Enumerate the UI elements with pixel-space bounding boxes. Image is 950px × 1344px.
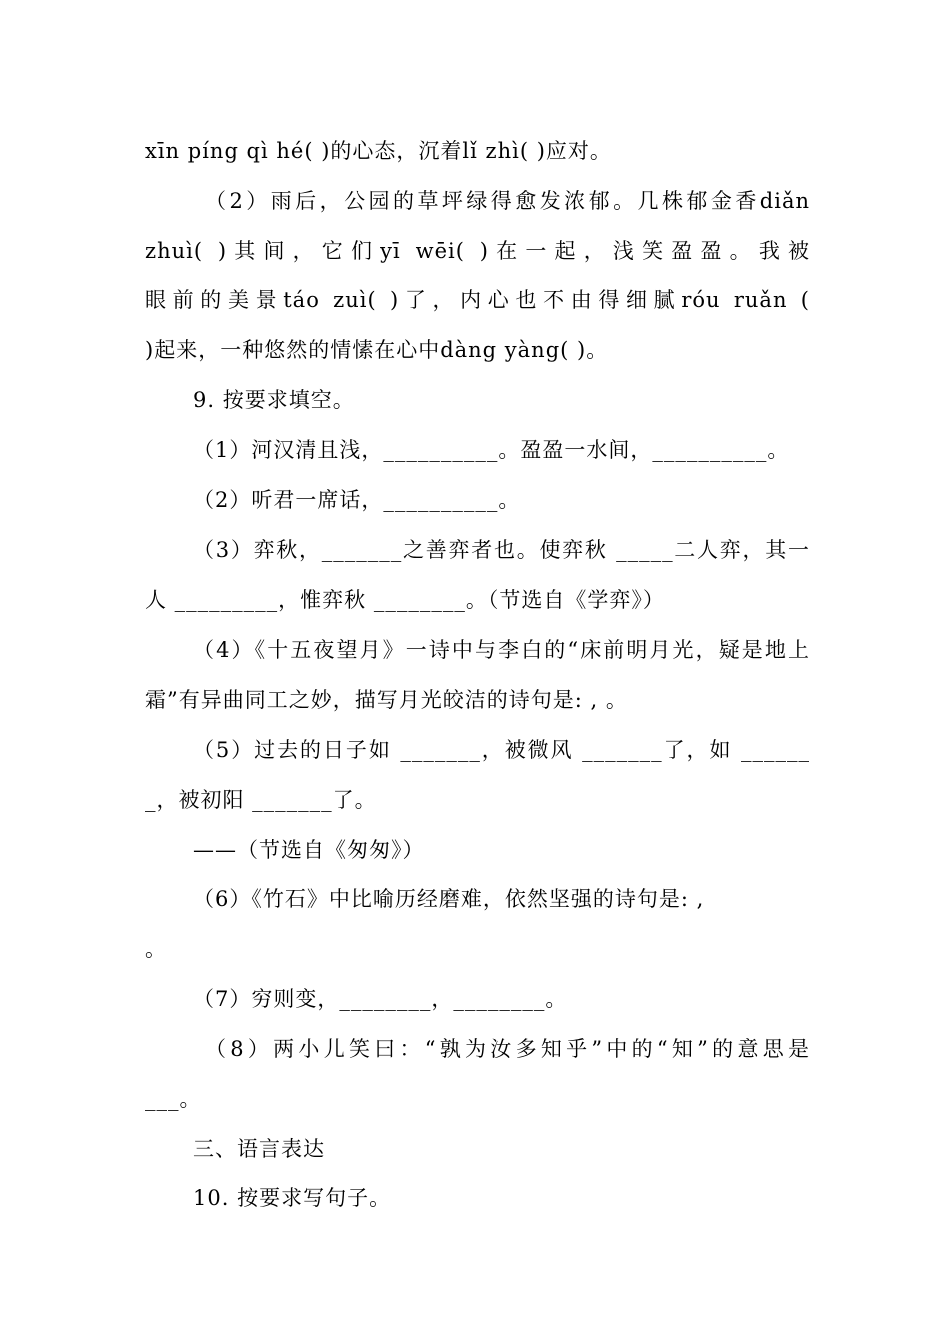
question-9-4-start: （4）《十五夜望月》一诗中与李白的“床前明月光，疑是地上 — [193, 638, 810, 662]
question-9-1: （1）河汉清且浅，__________。盈盈一水间，__________。 — [193, 438, 790, 462]
question-9-7: （7）穷则变，________，________。 — [193, 987, 568, 1011]
text-line-q8-2-start: （2）雨后，公园的草坪绿得愈发浓郁。几株郁金香diǎn — [205, 189, 810, 213]
question-10-heading: 10. 按要求写句子。 — [193, 1186, 392, 1210]
question-9-5-start: （5）过去的日子如 _______，被微风 _______了，如 ______ — [193, 738, 810, 762]
question-9-8-start: （8）两小儿笑曰：“孰为汝多知乎”中的“知”的意思是 — [205, 1037, 810, 1061]
section-3-heading: 三、语言表达 — [193, 1137, 325, 1161]
question-9-6-end: 。 — [145, 937, 167, 961]
text-line-pinyin-1: xīn píng qì hé( )的心态，沉着lǐ zhì( )应对。 — [145, 139, 612, 163]
text-line-q8-2-cont1: zhuì( )其间，它们yī wēi( )在一起，浅笑盈盈。我被 — [145, 239, 810, 263]
question-9-heading: 9. 按要求填空。 — [193, 388, 355, 412]
text-line-q8-2-end: )起来，一种悠然的情愫在心中dàng yàng( )。 — [145, 338, 609, 362]
text-line-q8-2-cont2: 眼前的美景táo zuì( )了，内心也不由得细腻róu ruǎn ( — [145, 288, 810, 312]
question-9-3-start: （3）弈秋，_______之善弈者也。使弈秋 _____二人弈，其一 — [193, 538, 810, 562]
question-9-5-source: ——（节选自《匆匆》） — [193, 838, 425, 862]
question-9-6-start: （6）《竹石》中比喻历经磨难，依然坚强的诗句是: , — [193, 887, 705, 911]
question-9-3-end: 人 _________，惟弈秋 ________。（节选自《学弈》） — [145, 588, 665, 612]
question-9-2: （2）听君一席话，__________。 — [193, 488, 521, 512]
question-9-8-end: ___。 — [145, 1087, 202, 1111]
question-9-4-end: 霜”有异曲同工之妙，描写月光皎洁的诗句是: , 。 — [145, 688, 628, 712]
question-9-5-end: _，被初阳 _______了。 — [145, 788, 377, 812]
